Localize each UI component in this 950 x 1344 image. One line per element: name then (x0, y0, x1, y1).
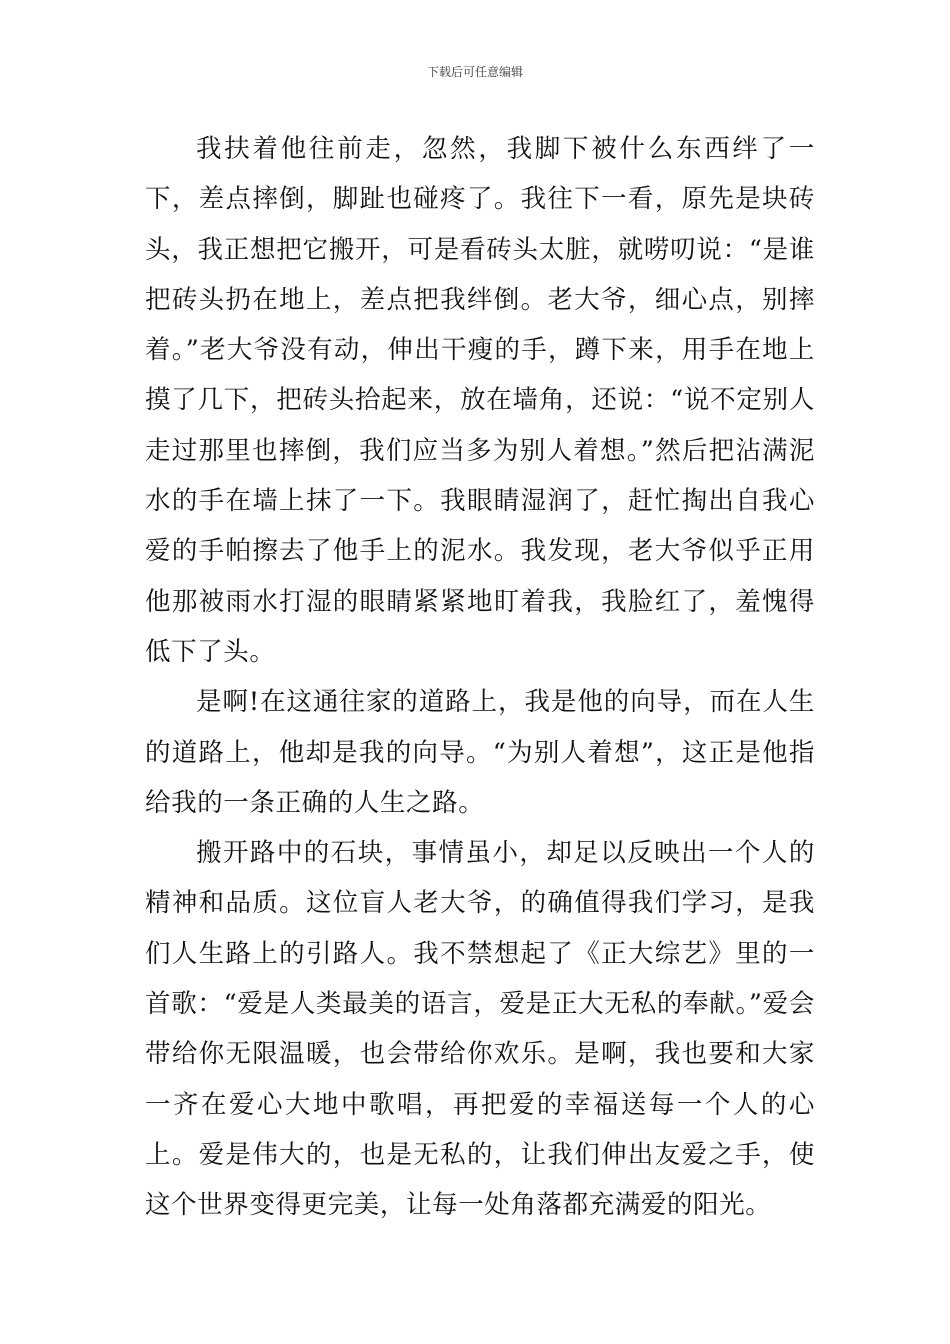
paragraph-2: 是啊!在这通往家的道路上，我是他的向导，而在人生的道路上，他却是我的向导。“为别人着想”，这正是他指给我的一条正确的人生之路。 (145, 687, 815, 818)
page-header: 下载后可任意编辑 (426, 65, 523, 79)
paragraph-3: 搬开路中的石块，事情虽小，却足以反映出一个人的精神和品质。这位盲人老大爷，的确值得我们学习，是我们人生路上的引路人。我不禁想起了《正大综艺》里的一首歌：“爱是人类最美的语言，爱是正大无私的奉献。”爱会带给你无限温暖，也会带给你欢乐。是啊，我也要和大家一齐在爱心大地中歌唱，再把爱的幸福送每一个人的心上。爱是伟大的，也是无私的，让我们伸出友爱之手，使这个世界变得更完美，让每一处角落都充满爱的阳光。 (145, 838, 815, 1221)
document-body (145, 124, 815, 1231)
paragraph-1: 我扶着他往前走，忽然，我脚下被什么东西绊了一下，差点摔倒，脚趾也碰疼了。我往下一看，原先是块砖头，我正想把它搬开，可是看砖头太脏，就唠叨说：“是谁把砖头扔在地上，差点把我绊倒。老大爷，细心点，别摔着。”老大爷没有动，伸出干瘦的手，蹲下来，用手在地上摸了几下，把砖头拾起来，放在墙角，还说：“说不定别人走过那里也摔倒，我们应当多为别人着想。”然后把沾满泥水的手在墙上抹了一下。我眼睛湿润了，赶忙掏出自我心爱的手帕擦去了他手上的泥水。我发现，老大爷似乎正用他那被雨水打湿的眼睛紧紧地盯着我，我脸红了，羞愧得低下了头。 (145, 134, 815, 667)
